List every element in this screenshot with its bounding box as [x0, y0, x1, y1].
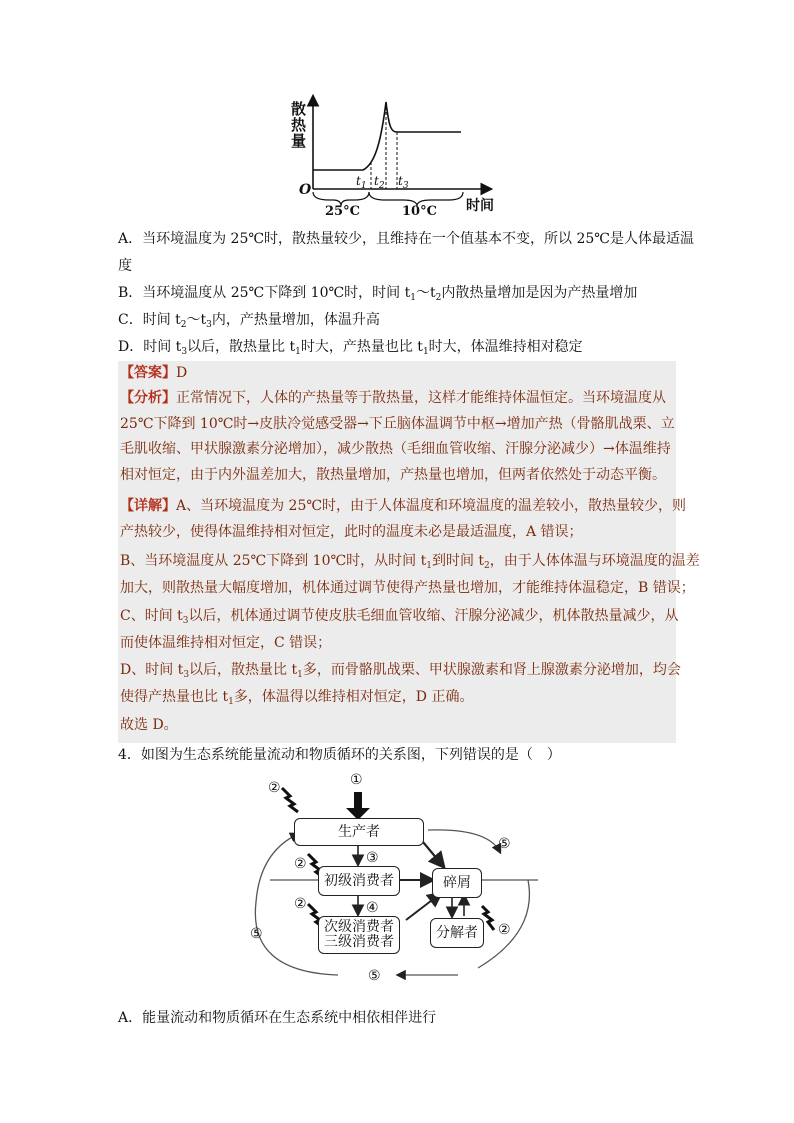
question-4-option-a: A．能量流动和物质循环在生态系统中相依相伴进行	[118, 1010, 437, 1026]
producer-box: 生产者	[294, 818, 424, 846]
temp-25-label: 25°C	[325, 204, 360, 219]
label-5-right: ⑤	[498, 836, 511, 852]
label-2-producer: ②	[268, 780, 281, 796]
analysis-line-4: 相对恒定，由于内外温差加大，散热量增加，产热量也增加，但两者依然处于动态平衡。	[120, 467, 666, 483]
detail-line-1: 【详解】A、当环境温度为 25℃时，由于人体温度和环境温度的温差较小，散热量较少，则	[120, 498, 687, 514]
label-4: ④	[366, 900, 379, 916]
analysis-line-3: 毛肌收缩、甲状腺激素分泌增加），减少散热（毛细血管收缩、汗腺分泌减少）→体温维持	[120, 441, 671, 457]
label-2-decomposer: ②	[498, 922, 511, 938]
higher-consumer-box	[318, 916, 400, 954]
x-axis-label: 时间	[466, 198, 494, 214]
decomposer-box: 分解者	[430, 918, 484, 948]
label-5-left: ⑤	[250, 926, 263, 942]
detail-line-6: 而使体温维持相对恒定，C 错误；	[120, 635, 332, 651]
option-b: B．当环境温度从 25℃下降到 10℃时，时间 $t_1\sim t_2$内散热量增加是因为产热量增加	[118, 285, 638, 303]
analysis-line-1: 【分析】正常情况下，人体的产热量等于散热量，这样才能维持体温恒定。当环境温度从	[120, 390, 666, 406]
t1-label: $t_1$	[356, 174, 367, 191]
question-4-stem: 4．如图为生态系统能量流动和物质循环的关系图，下列错误的是（ ）	[118, 747, 561, 763]
y-axis-label-2: 热	[291, 116, 307, 134]
analysis-line-2: 25℃下降到 10℃时→皮肤冷觉感受器→下丘脑体温调节中枢→增加产热（骨骼肌战栗、立	[120, 416, 675, 432]
primary-consumer-box: 初级消费者	[318, 866, 400, 896]
label-2-primary: ②	[294, 856, 307, 872]
debris-box: 碎屑	[432, 868, 482, 898]
answer-line: 【答案】D	[120, 365, 188, 381]
ecosystem-diagram	[238, 772, 558, 992]
detail-line-5: C、时间 $t_3$以后，机体通过调节使皮肤毛细血管收缩、汗腺分泌减少，机体散热量减少，从	[120, 608, 679, 626]
label-2-secondary: ②	[294, 896, 307, 912]
t2-label: $t_2$	[374, 174, 385, 191]
heat-arrow-producer	[282, 788, 298, 812]
y-axis-label-3: 量	[291, 132, 307, 150]
conclusion-line: 故选 D。	[120, 717, 178, 733]
temp-10-label: 10°C	[402, 204, 437, 219]
y-axis-label-1: 散	[291, 100, 307, 118]
detail-line-4: 加大，则散热量大幅度增加，机体通过调节使得产热量也增加，才能维持体温稳定，B 错误；	[120, 580, 695, 596]
option-a-line-2: 度	[118, 258, 132, 274]
detail-line-8: 使得产热量也比 $t_1$多，体温得以维持相对恒定，D 正确。	[120, 689, 474, 707]
detail-line-3: B、当环境温度从 25℃下降到 10℃时，从时间 $t_1$到时间 $t_2$，由于人体体温与环境温度的温差	[120, 553, 700, 571]
detail-line-2: 产热较少，使得体温维持相对恒定，此时的温度未必是最适温度，A 错误；	[120, 524, 583, 540]
t3-label: $t_3$	[398, 174, 409, 191]
option-a-line-1: A．当环境温度为 25℃时，散热量较少，且维持在一个值基本不变，所以 25℃是人体最适温	[118, 231, 694, 247]
secondary-consumer-label: 次级消费者	[324, 919, 394, 935]
origin-label: O	[299, 182, 312, 198]
heat-dissipation-graph	[285, 92, 505, 222]
detail-line-7: D、时间 $t_3$以后，散热量比 $t_1$多，而骨骼肌战栗、甲状腺激素和肾上腺激素分泌增加，均会	[120, 662, 681, 680]
tertiary-consumer-label: 三级消费者	[324, 934, 394, 950]
label-1: ①	[350, 772, 363, 788]
option-c: C．时间 $t_2\sim t_3$内，产热量增加，体温升高	[118, 312, 380, 330]
label-3: ③	[366, 850, 379, 866]
option-d: D．时间 $t_3$以后，散热量比 $t_1$时大，产热量也比 $t_1$时大，体温维持相对稳定	[118, 339, 583, 357]
label-5-bottom: ⑤	[368, 968, 381, 984]
